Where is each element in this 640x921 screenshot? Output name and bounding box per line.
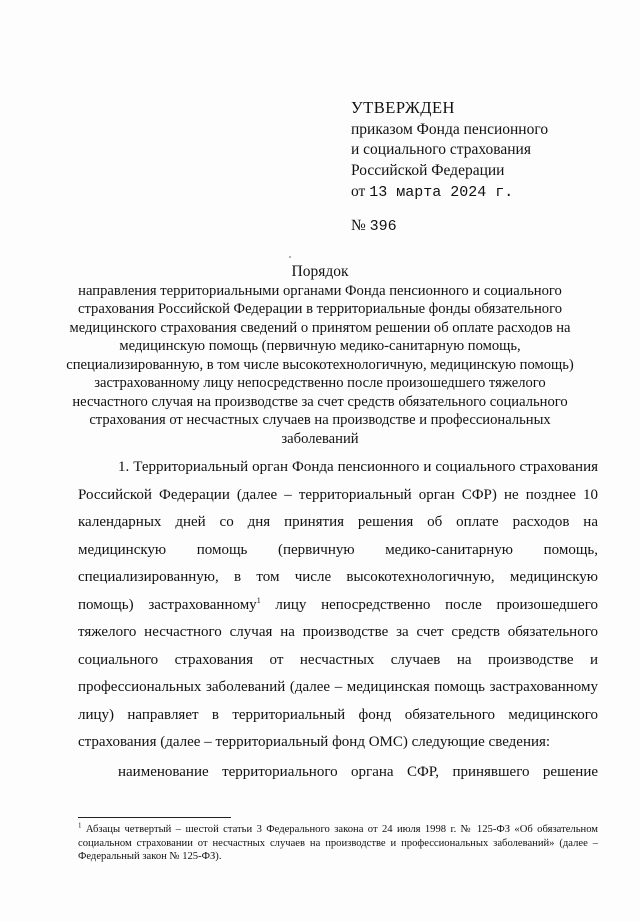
approval-line-3: Российской Федерации — [351, 161, 505, 179]
document-heading — [60, 263, 580, 448]
approval-line-2: и социального страхования — [351, 141, 531, 158]
approval-date-line — [351, 182, 548, 204]
approval-number-prefix: № — [351, 216, 366, 234]
scan-speck — [289, 256, 291, 258]
heading-title: Порядок — [291, 263, 349, 280]
footnote-text: Абзацы четвертый – шестой статьи 3 Федерального закона от 24 июля 1998 г. № 125-ФЗ «Об обязательном социальном страховании от несчастных случаев на производстве и профессиональных заболеваний» (далее – Федеральный закон № 125-ФЗ). — [78, 824, 598, 862]
approval-date-prefix: от — [351, 183, 366, 200]
footnote — [78, 823, 598, 864]
approval-stamp — [351, 98, 548, 237]
approval-line-1: приказом Фонда пенсионного — [351, 120, 549, 138]
paragraph-2: наименование территориального органа СФР, принявшего решение — [118, 763, 598, 780]
paragraph-1 — [78, 454, 598, 757]
footnote-marker: 1 — [78, 821, 82, 830]
heading-text: направления территориальными органами Фонда пенсионного и социального страхования Российской Федерации в территориальные фонды обязательного медицинского страхования сведений о принятом решении об оплате расходов на медицинскую помощь (первичную медико-санитарную помощь, специализированную, в том числе высокотехнологичную, медицинскую помощь) застрахованному лицу непосредственно после произошедшего тяжелого несчастного случая на производстве за счет средств обязательного социального страхования от несчастных случаев на производстве и профессиональных заболеваний — [66, 282, 574, 447]
approval-title: УТВЕРЖДЕН — [351, 98, 455, 117]
paragraph-1-start: 1. Территориальный орган Фонда пенсионного и социального страхования Российской Федерации (далее – территориальный орган СФР) не позднее 10 календарных дней со дня принятия решения об оплате расходов на медицинскую помощь (первичную медико-санитарную помощь, специализированную, в том числе высокотехнологичную, медицинскую помощь) застрахованному — [78, 459, 598, 613]
paragraph-1-end: лицу непосредственно после произошедшего тяжелого несчастного случая на производстве за счет средств обязательного социального страхования от несчастных случаев на производстве и профессиональных заболеваний (далее – медицинская помощь застрахованному лицу) направляет в территориальный фонд обязательного медицинского страхования (далее – территориальный фонд ОМС) следующие сведения: — [78, 596, 598, 750]
approval-number: 396 — [369, 217, 397, 235]
approval-number-line — [351, 216, 548, 238]
document-body — [78, 454, 598, 786]
approval-date: 13 марта 2024 г. — [369, 184, 514, 201]
footnote-divider — [78, 817, 231, 818]
footnote-reference: 1 — [256, 595, 261, 605]
